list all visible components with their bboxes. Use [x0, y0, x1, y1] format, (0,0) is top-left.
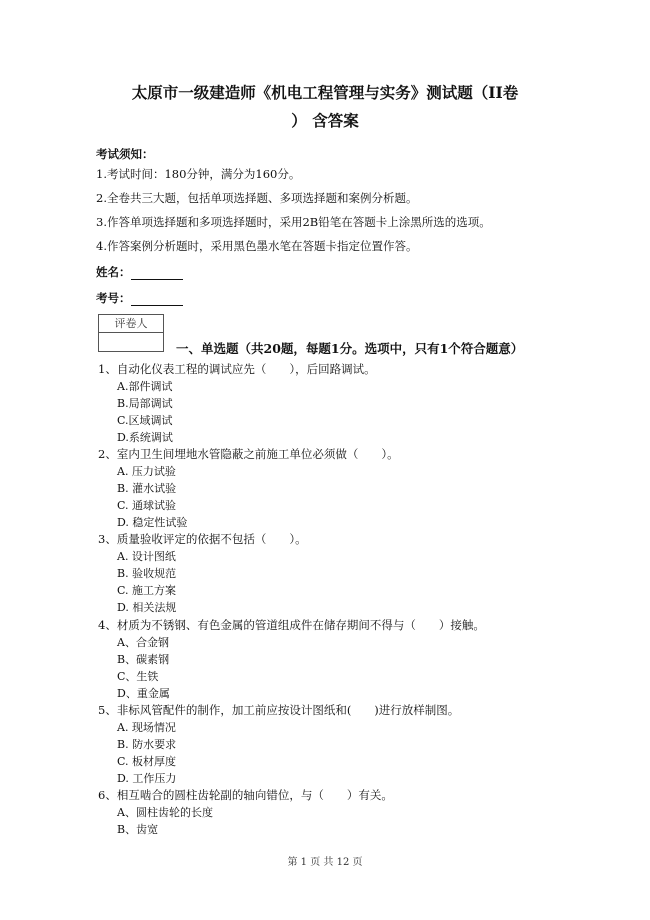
option: D. 稳定性试验: [117, 516, 188, 529]
name-field: [96, 264, 183, 280]
note-item: 1.考试时间：180分钟，满分为160分。: [96, 167, 301, 181]
page-title: 太原市一级建造师《机电工程管理与实务》测试题（II卷: [131, 83, 519, 102]
page-title-continued: ） 含答案: [291, 111, 359, 130]
question-stem: 2、室内卫生间埋地水管隐蔽之前施工单位必须做（ ）。: [98, 447, 399, 461]
id-blank[interactable]: [131, 293, 183, 306]
notes-heading: 考试须知：: [96, 147, 154, 161]
option: B. 灌水试验: [117, 482, 177, 495]
grader-label: 评卷人: [99, 315, 163, 333]
option: D.系统调试: [117, 431, 173, 444]
id-label: 考号：: [96, 291, 131, 305]
option: B、碳素钢: [117, 653, 170, 666]
option: C. 通球试验: [117, 499, 177, 512]
option: B. 验收规范: [117, 567, 177, 580]
option: A. 设计图纸: [117, 550, 176, 563]
option: B. 防水要求: [117, 738, 177, 751]
question-stem: 1、自动化仪表工程的调试应先（ ），后回路调试。: [98, 362, 376, 376]
note-item: 3.作答单项选择题和多项选择题时，采用2B铅笔在答题卡上涂黑所选的选项。: [96, 215, 491, 229]
question-stem: 3、质量验收评定的依据不包括（ ）。: [98, 532, 307, 546]
name-blank[interactable]: [131, 267, 183, 280]
option: C. 施工方案: [117, 584, 177, 597]
option: B.局部调试: [117, 397, 173, 410]
name-label: 姓名：: [96, 265, 131, 279]
id-field: [96, 290, 183, 306]
option: C. 板材厚度: [117, 755, 177, 768]
option: D、重金属: [117, 687, 170, 700]
option: A.部件调试: [117, 380, 173, 393]
note-item: 2.全卷共三大题，包括单项选择题、多项选择题和案例分析题。: [96, 191, 418, 205]
option: A、合金钢: [117, 636, 169, 649]
question-stem: 6、相互啮合的圆柱齿轮副的轴向错位，与（ ）有关。: [98, 788, 393, 802]
question-stem: 4、材质为不锈钢、有色金属的管道组成件在储存期间不得与（ ）接触。: [98, 618, 485, 632]
option: C.区域调试: [117, 414, 173, 427]
grader-box: [98, 314, 164, 352]
section-heading: 一、单选题（共20题，每题1分。选项中，只有1个符合题意）: [176, 341, 524, 356]
question-stem: 5、非标风管配件的制作，加工前应按设计图纸和( )进行放样制图。: [98, 703, 460, 717]
option: D. 相关法规: [117, 601, 177, 614]
option: A. 压力试验: [117, 465, 176, 478]
option: B、齿宽: [117, 823, 159, 836]
page-footer: 第 1 页 共 12 页: [287, 857, 363, 868]
note-item: 4.作答案例分析题时，采用黑色墨水笔在答题卡指定位置作答。: [96, 239, 418, 253]
option: A. 现场情况: [117, 721, 176, 734]
option: D. 工作压力: [117, 772, 177, 785]
option: A、圆柱齿轮的长度: [117, 806, 213, 819]
option: C、生铁: [117, 670, 159, 683]
